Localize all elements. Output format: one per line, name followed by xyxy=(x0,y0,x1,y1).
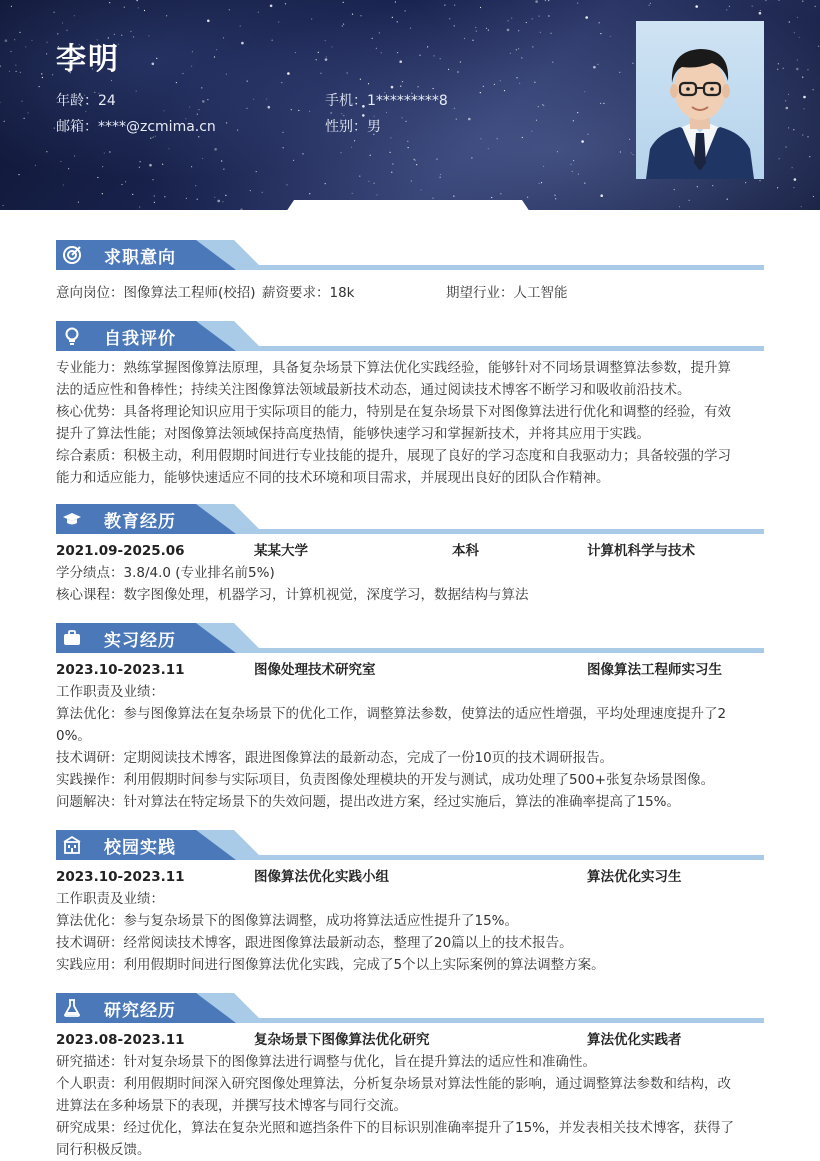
section-header xyxy=(56,623,764,657)
lightbulb-icon xyxy=(62,326,82,346)
internship-summary-row xyxy=(56,659,764,681)
campus-date: 2023.10-2023.11 xyxy=(56,869,185,885)
phone-field: 手机：1*********8 xyxy=(325,93,448,109)
gender-field: 性别：男 xyxy=(325,119,381,135)
campus-organization: 图像算法优化实践小组 xyxy=(254,869,389,885)
section-internship xyxy=(56,623,764,813)
section-header xyxy=(56,240,764,274)
section-title: 自我评价 xyxy=(104,329,176,349)
section-title: 校园实践 xyxy=(104,838,176,858)
section-job-intent xyxy=(56,240,764,304)
candidate-name: 李明 xyxy=(56,42,120,77)
internship-role: 图像算法工程师实习生 xyxy=(587,662,722,678)
degree: 本科 xyxy=(452,543,479,559)
paragraph-line: 进算法在多种场景下的表现，并撰写技术博客与同行交流。 xyxy=(56,1098,407,1114)
paragraph-line: 算法优化：参与复杂场景下的图像算法调整，成功将算法适应性提升了15%。 xyxy=(56,913,519,929)
campus-summary-row xyxy=(56,866,764,888)
paragraph-line: 研究成果：经过优化，算法在复杂光照和遮挡条件下的目标识别准确率提升了15%，并发表相关技术博客，获得了 xyxy=(56,1120,735,1136)
paragraph-line: 实践操作：利用假期时间参与实际项目，负责图像处理模块的开发与测试，成功处理了500+张复杂场景图像。 xyxy=(56,772,715,788)
paragraph-line: 综合素质：积极主动，利用假期时间进行专业技能的提升，展现了良好的学习态度和自我驱动力；具备较强的学习 xyxy=(56,448,731,464)
paragraph-line: 核心课程：数字图像处理，机器学习，计算机视觉，深度学习，数据结构与算法 xyxy=(56,587,529,603)
section-header xyxy=(56,993,764,1027)
paragraph-line: 研究描述：针对复杂场景下的图像算法进行调整与优化，旨在提升算法的适应性和准确性。 xyxy=(56,1054,596,1070)
expected-industry: 期望行业：人工智能 xyxy=(446,285,568,301)
section-title: 研究经历 xyxy=(104,1001,176,1021)
research-summary-row xyxy=(56,1029,764,1051)
section-campus-practice xyxy=(56,830,764,976)
major: 计算机科学与技术 xyxy=(587,543,695,559)
briefcase-icon xyxy=(62,628,82,648)
paragraph-line: 个人职责：利用假期时间深入研究图像处理算法，分析复杂场景对算法性能的影响，通过调整算法参数和结构，改 xyxy=(56,1076,731,1092)
paragraph-line: 算法优化：参与图像算法在复杂场景下的优化工作，调整算法参数，使算法的适应性增强，平均处理速度提升了2 xyxy=(56,706,727,722)
paragraph-line: 学分绩点：3.8/4.0 (专业排名前5%) xyxy=(56,565,275,581)
section-title: 教育经历 xyxy=(104,512,176,532)
intended-position: 意向岗位：图像算法工程师(校招) xyxy=(56,285,256,301)
profile-photo xyxy=(636,21,764,179)
email-field: 邮箱：****@zcmima.cn xyxy=(56,119,216,135)
age-field: 年龄：24 xyxy=(56,93,116,109)
paragraph-line: 技术调研：定期阅读技术博客，跟进图像算法的最新动态，完成了一份10页的技术调研报告。 xyxy=(56,750,614,766)
graduation-cap-icon xyxy=(62,509,82,529)
section-header xyxy=(56,504,764,538)
paragraph-line: 问题解决：针对算法在特定场景下的失效问题，提出改进方案，经过实施后，算法的准确率提高了15%。 xyxy=(56,794,681,810)
education-date: 2021.09-2025.06 xyxy=(56,543,185,559)
section-title: 实习经历 xyxy=(104,631,176,651)
paragraph-line: 提升了算法性能；对图像算法领域保持高度热情，能够快速学习和掌握新技术，并将其应用于实践。 xyxy=(56,426,650,442)
paragraph-line: 工作职责及业绩： xyxy=(56,891,164,907)
school-name: 某某大学 xyxy=(254,543,308,559)
paragraph-line: 能力和适应能力，能够快速适应不同的技术环境和项目需求，并展现出良好的团队合作精神。 xyxy=(56,470,610,486)
job-intent-row xyxy=(56,282,764,304)
header-notch-decoration xyxy=(286,200,530,212)
paragraph-line: 技术调研：经常阅读技术博客，跟进图像算法最新动态，整理了20篇以上的技术报告。 xyxy=(56,935,573,951)
resume-header xyxy=(0,0,820,210)
internship-organization: 图像处理技术研究室 xyxy=(254,662,376,678)
avatar-portrait-icon xyxy=(636,21,764,179)
section-research xyxy=(56,993,764,1161)
research-project: 复杂场景下图像算法优化研究 xyxy=(254,1032,430,1048)
section-title: 求职意向 xyxy=(104,248,176,268)
campus-role: 算法优化实习生 xyxy=(587,869,682,885)
target-icon xyxy=(62,245,82,265)
internship-date: 2023.10-2023.11 xyxy=(56,662,185,678)
section-self-evaluation xyxy=(56,321,764,489)
flask-icon xyxy=(62,998,82,1018)
salary-requirement: 薪资要求：18k xyxy=(262,285,355,301)
section-education xyxy=(56,504,764,606)
research-role: 算法优化实践者 xyxy=(587,1032,682,1048)
section-header xyxy=(56,321,764,355)
paragraph-line: 核心优势：具备将理论知识应用于实际项目的能力，特别是在复杂场景下对图像算法进行优化和调整的经验，有效 xyxy=(56,404,731,420)
self-evaluation-body xyxy=(56,357,764,489)
research-date: 2023.08-2023.11 xyxy=(56,1032,185,1048)
section-header xyxy=(56,830,764,864)
building-icon xyxy=(62,835,82,855)
paragraph-line: 法的适应性和鲁棒性；持续关注图像算法领域最新技术动态，通过阅读技术博客不断学习和吸收前沿技术。 xyxy=(56,382,691,398)
paragraph-line: 工作职责及业绩： xyxy=(56,684,164,700)
paragraph-line: 实践应用：利用假期时间进行图像算法优化实践，完成了5个以上实际案例的算法调整方案。 xyxy=(56,957,605,973)
paragraph-line: 专业能力：熟练掌握图像算法原理，具备复杂场景下算法优化实践经验，能够针对不同场景调整算法参数，提升算 xyxy=(56,360,731,376)
paragraph-line: 同行积极反馈。 xyxy=(56,1142,151,1158)
paragraph-line: 0%。 xyxy=(56,728,91,744)
education-summary-row xyxy=(56,540,764,562)
